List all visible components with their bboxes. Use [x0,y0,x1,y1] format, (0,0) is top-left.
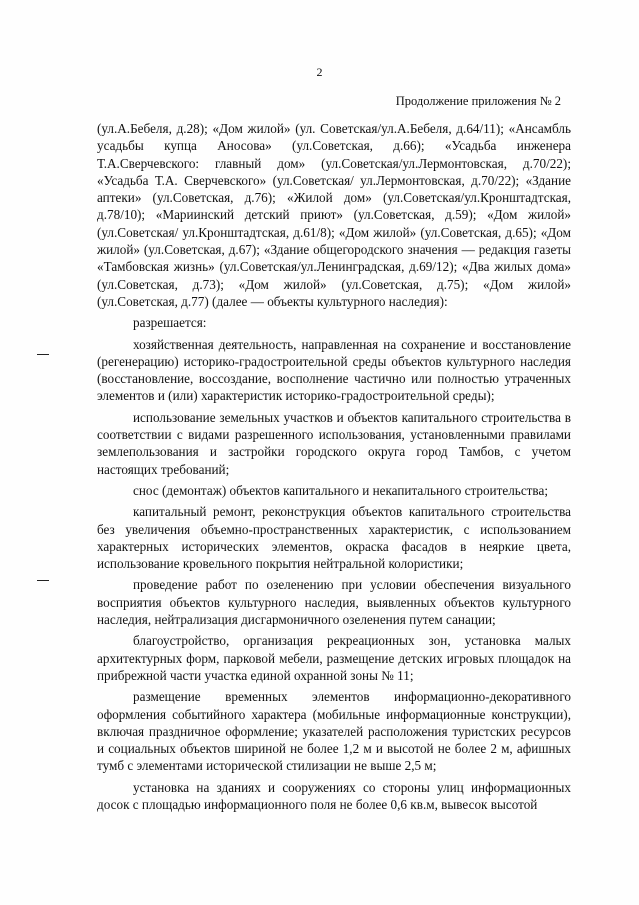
binding-mark [37,580,49,581]
paragraph-economic-activity: хозяйственная деятельность, направленная на сохранение и восстановление (регенерацию) историко-градостроительной среды объектов культурного наследия (восстановление, воссоздание, восполнение частично или полностью утраченных элементов и (или) характеристик историко-градостроительной среды); [97,336,571,404]
paragraph-object-list: (ул.А.Бебеля, д.28); «Дом жилой» (ул. Советская/ул.А.Бебеля, д.64/11); «Ансамбль усадьбы купца Аносова» (ул.Советская, д.66); «Усадьба инженера Т.А.Сверчевского: главный дом» (ул.Советская/ул.Лермонтовская, д.70/22); «Усадьба Т.А. Сверчевского» (ул.Советская/ ул.Лермонтовская, д.70/22); «Здание аптеки» (ул.Советская, д.76); «Жилой дом» (ул.Советская/ул.Кронштадтская, д.78/10); «Мариинский детский приют» (ул.Советская, д.59); «Дом жилой» (ул.Советская/ ул.Кронштадтская, д.61/8); «Дом жилой» (ул.Советская, д.65); «Дом жилой» (ул.Советская, д.67); «Здание общегородского значения — редакция газеты «Тамбовская жизнь» (ул.Советская/ул.Ленинградская, д.69/12); «Два жилых дома» (ул.Советская, д.73); «Дом жилой» (ул.Советская, д.75); «Дом жилой» (ул.Советская, д.77) (далее — объекты культурного наследия): [97,121,571,309]
paragraph-land-use: использование земельных участков и объектов капитального строительства в соответствии с видами разрешенного использования, установленными правилами землепользования и застройки городского округа город Тамбов, с учетом настоящих требований; [97,409,571,477]
paragraph-improvement: благоустройство, организация рекреационных зон, установка малых архитектурных форм, парковой мебели, размещение детских игровых площадок на прибрежной части участка единой охранной зоны № 11; [97,633,571,683]
binding-mark [37,354,49,355]
paragraph-information-boards: установка на зданиях и сооружениях со стороны улиц информационных досок с площадью информационного поля не более 0,6 кв.м, вывесок высотой [97,779,571,812]
continuation-header: Продолжение приложения № 2 [395,94,561,108]
paragraph-capital-repair: капитальный ремонт, реконструкция объектов капитального строительства без увеличения объемно-пространственных характеристик, с использованием характерных исторических элементов, окраска фасадов в неяркие цвета, использование кровельного покрытия нейтральной колористики; [97,504,571,572]
paragraph-temporary-elements: размещение временных элементов информационно-декоративного оформления событийного характера (мобильные информационные конструкции), включая праздничное оформление; указателей расположения туристских ресурсов и социальных объектов шириной не более 1,2 м и высотой не более 2 м, афишных тумб с элементами исторической стилизации не выше 2,5 м; [97,689,571,774]
document-body [97,120,571,817]
paragraph-demolition: снос (демонтаж) объектов капитального и некапитального строительства; [133,482,549,498]
paragraph-landscaping: проведение работ по озеленению при условии обеспечения визуального восприятия объектов культурного наследия, выявленных объектов культурного наследия, нейтрализация дисгармоничного озеленения путем санации; [97,577,571,628]
paragraph-permitted-heading: разрешается: [133,315,207,331]
page-number: 2 [316,65,323,79]
